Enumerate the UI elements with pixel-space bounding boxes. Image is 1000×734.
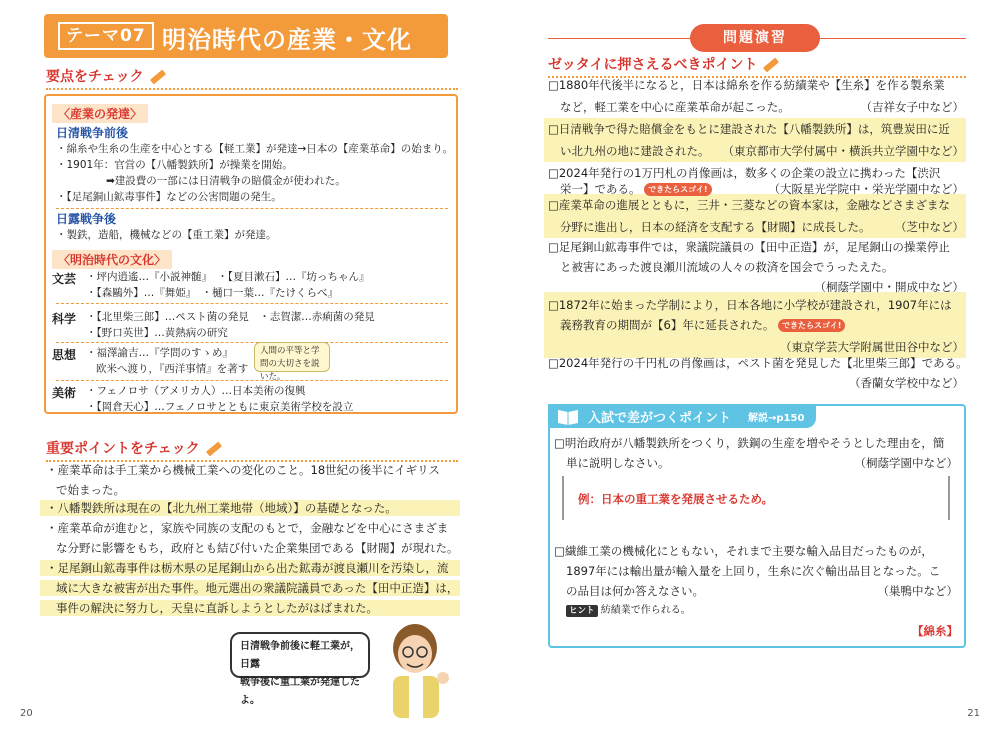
point-line: ・八幡製鉄所は現在の【北九州工業地帯（地域）】の基礎となった。 <box>40 500 460 516</box>
question-text: 栄一】である。 <box>560 182 641 196</box>
point-line: 事件の解決に努力し，天皇に直訴しようとしたがはばまれた。 <box>40 600 460 616</box>
field-kagaku: 科学 <box>52 312 77 326</box>
speech-line: 戦争後に重工業が発達したよ。 <box>240 677 360 706</box>
page-title: 明治時代の産業・文化 <box>162 26 412 54</box>
question-line: と被害にあった渡良瀬川流域の人々の救済を国会でうったえた。 <box>560 260 894 274</box>
question-line: □2024年発行の1万円札の肖像画は，数多くの企業の設立に携わった【渋沢 <box>548 166 941 180</box>
divider <box>56 208 448 209</box>
culture-line: ・【野口英世】…黄熱病の研究 <box>86 327 228 339</box>
culture-line: ・【岡倉天心】…フェノロサとともに東京美術学校を設立 <box>86 401 354 413</box>
explanation-ref: 解説→p150 <box>748 413 805 424</box>
exam-heading: 入試で差がつくポイント <box>588 411 732 426</box>
book-icon <box>556 407 580 425</box>
exam-question-line: の品目は何か答えなさい。 <box>566 584 704 598</box>
exam-box-header <box>548 404 816 428</box>
teacher-illustration <box>385 618 451 718</box>
question-line: □足尾銅山鉱毒事件では，衆議院議員の【田中正造】が，足尾銅山の操業停止 <box>548 240 950 254</box>
sample-answer: 例：日本の重工業を発展させるため。 <box>578 492 774 506</box>
culture-line: ・【北里柴三郎】…ペスト菌の発見 ・志賀潔…赤痢菌の発見 <box>86 311 375 323</box>
summary-box <box>44 94 458 414</box>
point-line: ・産業革命が進むと，家族や同族の支配のもとで，金融などを中心にさまざま <box>46 521 449 535</box>
divider <box>56 380 448 381</box>
summary-line: ・綿糸や生糸の生産を中心とする【軽工業】が発達→日本の【産業革命】の始まり。 <box>56 143 454 155</box>
practice-banner: 問題演習 <box>690 24 820 52</box>
hint-tag: ヒント <box>566 605 598 617</box>
challenge-badge: できたらスゴイ! <box>778 319 845 332</box>
question-line: □1872年に始まった学制により，日本各地に小学校が建設され，1907年には <box>548 298 952 312</box>
divider <box>56 342 448 343</box>
culture-line: 欧米へ渡り，『西洋事情』を著す <box>96 363 249 375</box>
exam-question-line: 単に説明しなさい。 <box>566 456 670 470</box>
industry-tag: 〈産業の発達〉 <box>52 104 148 123</box>
divider <box>56 303 448 304</box>
point-line: 域に大きな被害が出た事件。地元選出の衆議院議員であった【田中正造】は， <box>40 580 460 596</box>
field-bijutsu: 美術 <box>52 386 77 400</box>
question-line: □2024年発行の千円札の肖像画は，ペスト菌を発見した【北里柴三郎】である。 <box>548 356 968 370</box>
culture-line: ・【森鷗外】…『舞姫』 ・樋口一葉…『たけくらべ』 <box>86 287 338 299</box>
note-bubble: 人間の平等と学問の大切さを説いた。 <box>254 342 330 372</box>
exam-question-line: □明治政府が八幡製鉄所をつくり，鉄鋼の生産を増やそうとした理由を，簡 <box>554 436 945 450</box>
school-source: （桐蔭学園中・開成中など） <box>814 280 964 294</box>
point-line: で始まった。 <box>56 483 125 497</box>
summary-line: ・製鉄，造船，機械などの【重工業】が発達。 <box>56 229 277 241</box>
pencil-icon <box>763 58 779 73</box>
culture-line: ・福澤諭吉…『学問のすゝめ』 <box>86 347 233 359</box>
school-source: （芝中など） <box>895 220 964 234</box>
pencil-icon <box>206 442 222 457</box>
culture-line: ・フェノロサ（アメリカ人）…日本美術の復興 <box>86 385 306 397</box>
point-line: ・産業革命は手工業から機械工業への変化のこと。18世紀の後半にイギリス <box>46 463 440 477</box>
hint-line <box>566 600 691 622</box>
field-shiso: 思想 <box>52 348 77 362</box>
theme-tag: テーマ07 <box>58 22 154 50</box>
school-source: （巣鴨中など） <box>877 584 958 598</box>
summary-line: ・【足尾銅山鉱毒事件】などの公害問題の発生。 <box>56 191 282 203</box>
question-line: 分野に進出し，日本の経済を支配する【財閥】に成長した。 <box>560 220 871 234</box>
speech-bubble <box>230 632 370 706</box>
summary-line: ➡建設費の一部には日清戦争の賠償金が使われた。 <box>106 175 346 187</box>
answer2: 【綿糸】 <box>912 624 958 638</box>
field-bungei: 文芸 <box>52 272 77 286</box>
question-line: □日清戦争で得た賠償金をもとに建設された【八幡製鉄所】は，筑豊炭田に近 <box>548 122 950 136</box>
war2-heading: 日露戦争後 <box>56 212 117 226</box>
school-source: （大阪星光学院中・栄光学園中など） <box>768 182 964 196</box>
question-line: □1880年代後半になると，日本は綿糸を作る紡績業や【生糸】を作る製糸業 <box>548 78 945 92</box>
school-source: （東京都市大学付属中・横浜共立学園中など） <box>722 144 964 158</box>
school-source: （吉祥女子中など） <box>860 100 964 114</box>
exam-question-line: □繊維工業の機械化にともない，それまで主要な輸入品目だったものが， <box>554 544 933 558</box>
school-source: （香蘭女学校中など） <box>849 376 964 390</box>
point-line: な分野に影響をもち，政府とも結び付いた企業集団である【財閥】が現れた。 <box>56 541 459 555</box>
summary-line: ・1901年：官営の【八幡製鉄所】が操業を開始。 <box>56 159 293 171</box>
zettai-heading-text: ゼッタイに押さえるべきポイント <box>548 57 758 73</box>
speech-line: 日清戦争前後に軽工業が，日露 <box>240 641 360 670</box>
point-heading-text: 要点をチェック <box>46 69 144 85</box>
culture-line: ・坪内逍遙…『小説神髄』 ・【夏目漱石】…『坊っちゃん』 <box>86 271 370 283</box>
question-line: い北九州の地に建設された。 <box>560 144 710 158</box>
answer-box <box>562 476 950 520</box>
point-heading <box>46 66 458 90</box>
important-heading-text: 重要ポイントをチェック <box>46 441 200 457</box>
title-bar <box>44 14 448 58</box>
school-source: （東京学芸大学附属世田谷中など） <box>780 340 964 354</box>
question-line <box>560 314 845 336</box>
challenge-badge: できたらスゴイ! <box>644 183 711 196</box>
point-line: ・足尾銅山鉱毒事件は栃木県の足尾銅山から出た鉱毒が渡良瀬川を汚染し，流 <box>40 560 460 576</box>
hint-text: 紡績業で作られる。 <box>600 605 691 616</box>
war1-heading: 日清戦争前後 <box>56 126 129 140</box>
important-heading <box>46 438 458 462</box>
pencil-icon <box>150 70 166 85</box>
question-line: など，軽工業を中心に産業革命が起こった。 <box>560 100 790 114</box>
school-source: （桐蔭学園中など） <box>854 456 958 470</box>
exam-question-line: 1897年には輸出量が輸入量を上回り，生糸に次ぐ輸出品目となった。こ <box>566 564 941 578</box>
question-text: 義務教育の期間が【6】年に延長された。 <box>560 318 775 332</box>
page-number: 21 <box>967 708 980 719</box>
question-line: □産業革命の進展とともに，三井・三菱などの資本家は，金融などさまざまな <box>548 198 950 212</box>
culture-tag: 〈明治時代の文化〉 <box>52 250 172 269</box>
page-number: 20 <box>20 708 33 719</box>
